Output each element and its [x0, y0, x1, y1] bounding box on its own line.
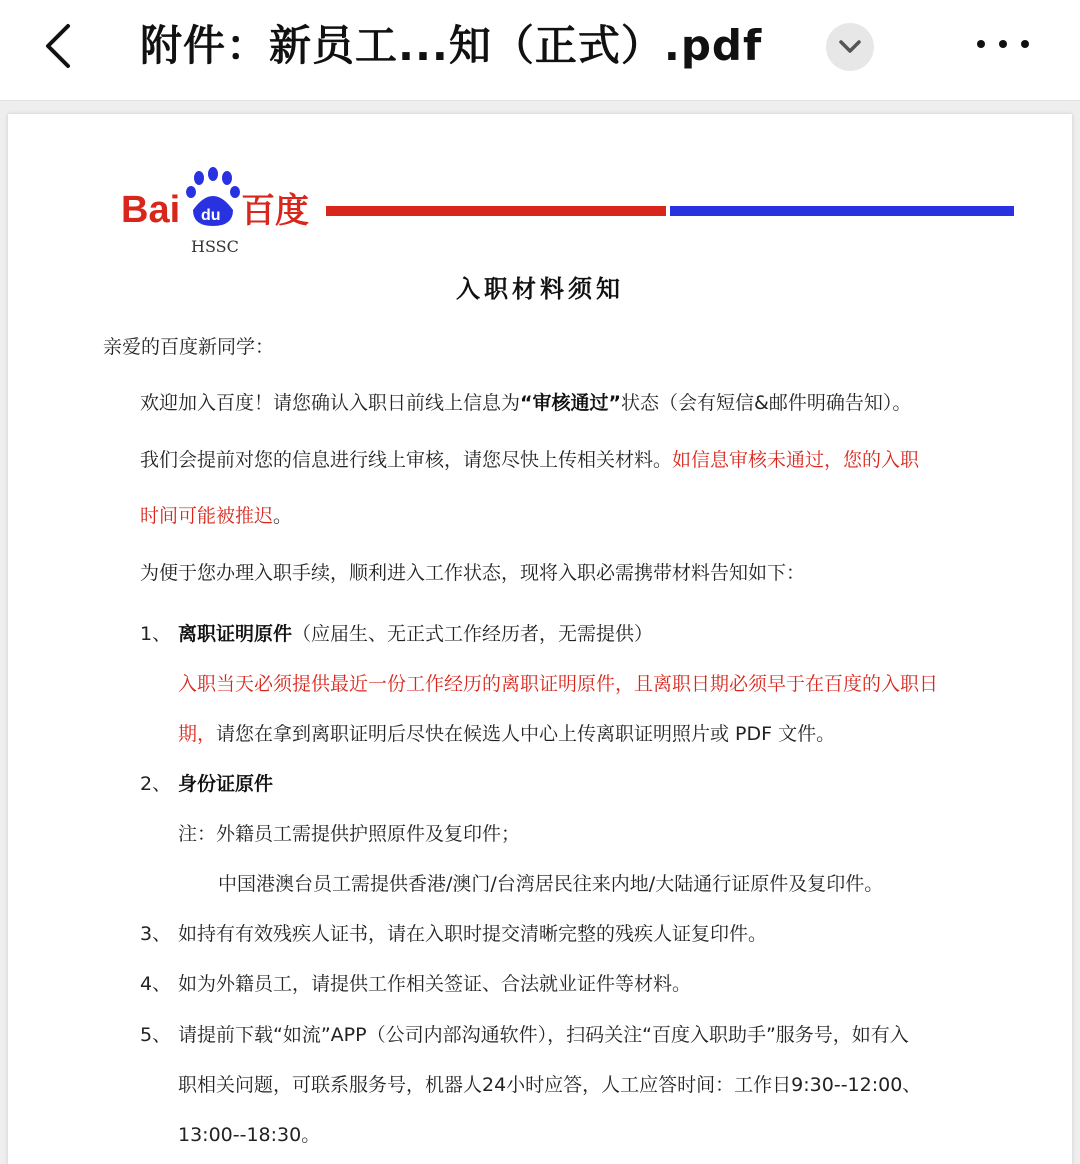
header-rule-red: [326, 206, 666, 216]
list-item-2-note: 注：外籍员工需提供护照原件及复印件；: [178, 823, 521, 845]
text-segment: （应届生、无正式工作经历者，无需提供）: [292, 623, 654, 645]
text-segment: 。: [273, 505, 293, 527]
text-segment: 欢迎加入百度！请您确认入职日前线上信息为: [140, 392, 521, 414]
baidu-logo: [121, 164, 321, 234]
svg-text:百度: 百度: [241, 191, 309, 231]
list-item-title: 身份证原件: [178, 773, 274, 795]
document-title: 附件：新员工...知（正式）.pdf: [140, 21, 763, 70]
more-options-button[interactable]: [968, 22, 1038, 70]
list-item-3: [140, 919, 767, 946]
text-segment: 我们会提前对您的信息进行线上审核，请您尽快上传相关材料。: [140, 449, 673, 471]
svg-text:Bai: Bai: [121, 189, 181, 231]
text-segment-red: 如信息审核未通过，您的入职: [672, 449, 920, 471]
list-item-4: [140, 969, 691, 996]
text-segment: 请您在拿到离职证明后尽快在候选人中心上传离职证明照片或 PDF 文件。: [216, 723, 836, 745]
title-dropdown-button[interactable]: [826, 23, 874, 71]
list-item-title: 离职证明原件: [178, 623, 293, 645]
paragraph-review-cont: [140, 501, 292, 528]
list-item-1: [140, 619, 653, 646]
text-segment: 请提前下载“如流”APP（公司内部沟通软件），扫码关注“百度入职助手”服务号，如有入: [178, 1024, 909, 1046]
text-segment-bold: “审核通过”: [520, 392, 621, 414]
text-segment-red: 时间可能被推迟: [140, 505, 274, 527]
chevron-left-icon: [36, 18, 86, 74]
doc-heading: 入职材料须知: [456, 275, 624, 303]
pdf-page: [8, 114, 1072, 1164]
paragraph-review: [140, 445, 919, 472]
text-segment-red: 期，: [178, 723, 217, 745]
logo-subtitle: HSSC: [191, 237, 239, 256]
back-button[interactable]: [36, 18, 86, 74]
more-horizontal-icon: [968, 22, 1038, 70]
list-item-5-line-3: 13:00--18:30。: [178, 1124, 321, 1146]
list-item-2: [140, 769, 273, 796]
list-item-1-requirement: 入职当天必须提供最近一份工作经历的离职证明原件，且离职日期必须早于在百度的入职日: [178, 673, 939, 695]
list-item-1-instruction: [178, 719, 835, 746]
text-segment: 如持有有效残疾人证书，请在入职时提交清晰完整的残疾人证复印件。: [178, 923, 768, 945]
greeting: 亲爱的百度新同学：: [103, 336, 275, 358]
paragraph-intro: 为便于您办理入职手续，顺利进入工作状态，现将入职必需携带材料告知如下：: [140, 562, 806, 584]
list-item-2-note-cont: 中国港澳台员工需提供香港/澳门/台湾居民往来内地/大陆通行证原件及复印件。: [218, 873, 884, 895]
list-number: 3、: [140, 923, 172, 945]
list-number: 5、: [140, 1024, 172, 1046]
paragraph-welcome: [140, 388, 911, 415]
list-number: 1、: [140, 623, 172, 645]
header-rule-blue: [670, 206, 1014, 216]
text-segment: 如为外籍员工，请提供工作相关签证、合法就业证件等材料。: [178, 973, 692, 995]
list-item-5: [140, 1020, 909, 1047]
list-item-5-line-2: 职相关问题，可联系服务号，机器人24小时应答，人工应答时间：工作日9:30--12:00、: [178, 1074, 922, 1096]
top-navigation-bar: [0, 0, 1080, 101]
svg-text:du: du: [201, 207, 221, 224]
chevron-down-icon: [826, 23, 874, 71]
list-number: 4、: [140, 973, 172, 995]
text-segment: 状态（会有短信&邮件明确告知）。: [621, 392, 912, 414]
list-number: 2、: [140, 773, 172, 795]
